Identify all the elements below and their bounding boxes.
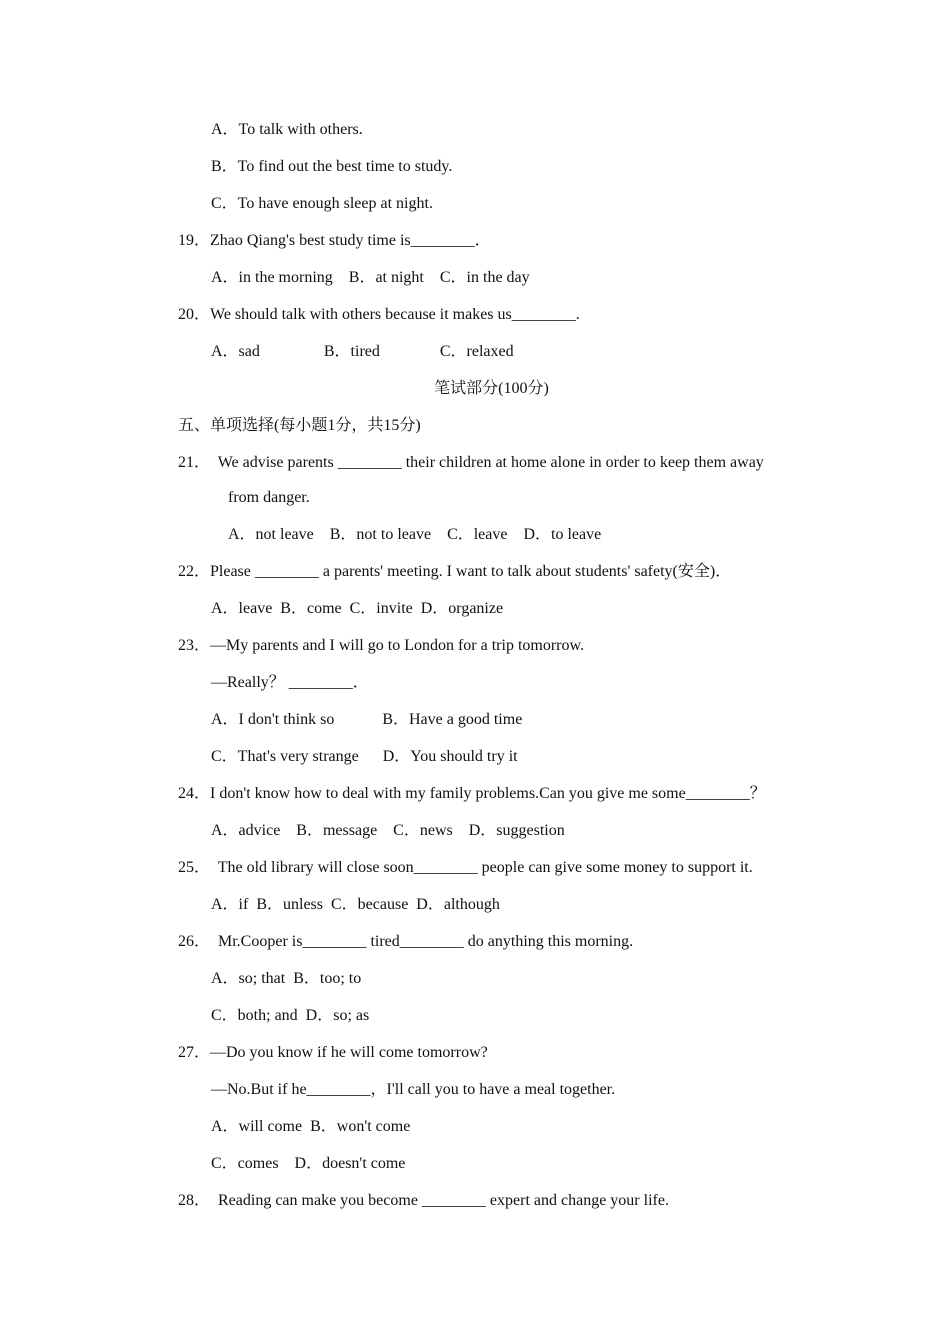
option-line: A．leave B．come C．invite D．organize: [211, 600, 504, 617]
question-line: 20．We should talk with others because it makes us________.: [178, 306, 580, 323]
dialogue-line: —No.But if he________，I'll call you to have a meal together.: [211, 1081, 616, 1098]
option-line: A．advice B．message C．news D．suggestion: [211, 822, 565, 839]
question-line: 26． Mr.Cooper is________ tired________ do anything this morning.: [178, 933, 634, 950]
question-line: 27．—Do you know if he will come tomorrow?: [178, 1044, 488, 1061]
option-line: A．so; that B．too; to: [211, 970, 362, 987]
option-line: A．sad B．tired C．relaxed: [211, 343, 514, 360]
section-title: 笔试部分(100分): [434, 380, 549, 397]
option-line: A．if B．unless C．because D．although: [211, 896, 500, 913]
option-line: A．not leave B．not to leave C．leave D．to leave: [228, 526, 602, 543]
section-heading: 五、单项选择(每小题1分，共15分): [178, 417, 421, 434]
option-line: C．comes D．doesn't come: [211, 1155, 406, 1172]
question-line: 23．—My parents and I will go to London for a trip tomorrow.: [178, 637, 585, 654]
option-line: C．To have enough sleep at night.: [211, 195, 433, 212]
dialogue-line: —Really？ ________．: [211, 674, 369, 691]
option-line: A．To talk with others.: [211, 121, 363, 138]
question-line: 19．Zhao Qiang's best study time is________．: [178, 232, 491, 249]
question-continuation: from danger.: [228, 489, 310, 506]
question-line: 22．Please ________ a parents' meeting. I want to talk about students' safety(安全)．: [178, 563, 732, 580]
option-line: A．in the morning B．at night C．in the day: [211, 269, 530, 286]
option-line: C．both; and D．so; as: [211, 1007, 370, 1024]
question-line: 21． We advise parents ________ their children at home alone in order to keep them away: [178, 454, 764, 471]
question-line: 28． Reading can make you become ________ expert and change your life.: [178, 1192, 669, 1209]
question-line: 25． The old library will close soon________ people can give some money to support it.: [178, 859, 753, 876]
option-line: C．That's very strange D．You should try it: [211, 748, 518, 765]
question-line: 24．I don't know how to deal with my family problems.Can you give me some________？: [178, 785, 766, 802]
option-line: B．To find out the best time to study.: [211, 158, 453, 175]
option-line: A．will come B．won't come: [211, 1118, 411, 1135]
option-line: A．I don't think so B．Have a good time: [211, 711, 523, 728]
